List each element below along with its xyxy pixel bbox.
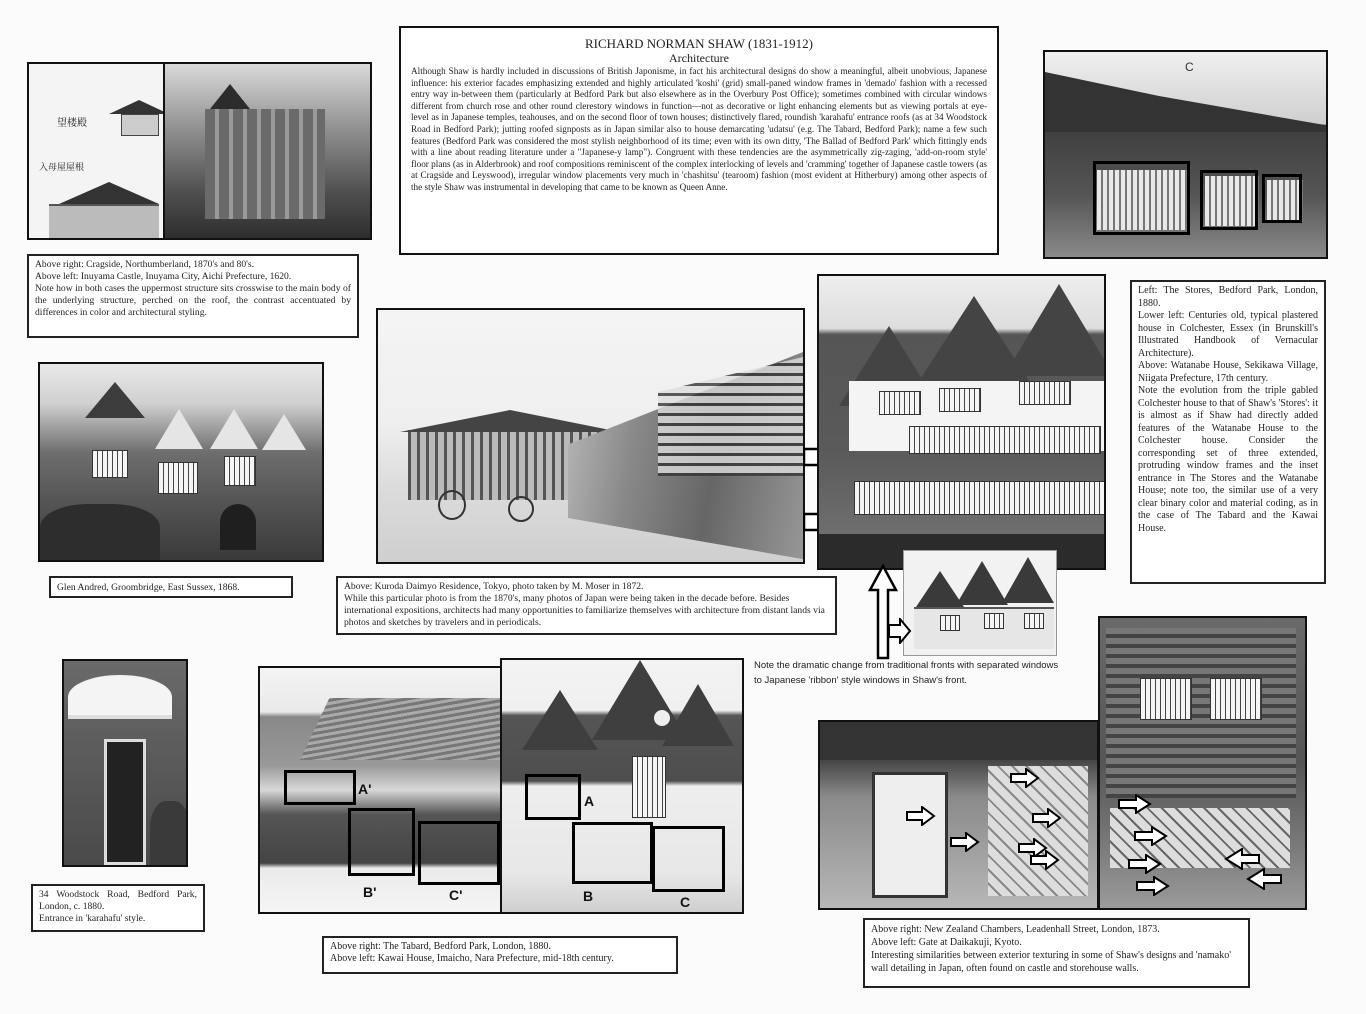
nz-caption-line1: Above right: New Zealand Chambers, Leadenhall Street, London, 1873. [871, 924, 1160, 935]
stores-caption-line2: Lower left: Centuries old, typical plastered house in Colchester, Essex (in Brunskill's Illustrated Handbook of Vernacular Architecture). [1138, 310, 1318, 359]
detail-arrow-icon [1134, 826, 1168, 851]
window-highlight [1262, 174, 1302, 223]
window-highlight [1093, 161, 1190, 235]
cragside-caption-line3: Note how in both cases the uppermost structure sits crosswise to the main body of the underlying structure, perched on the roof, the contrast accentuated by differences in color and architectural styling. [35, 283, 351, 318]
the-stores-caption [1130, 280, 1326, 584]
highlight-b [572, 822, 653, 884]
detail-arrow-icon [1032, 808, 1062, 833]
tabard-caption-line1: Above right: The Tabard, Bedford Park, London, 1880. [330, 941, 551, 952]
watanabe-label: C [1185, 60, 1194, 74]
page-title: RICHARD NORMAN SHAW (1831-1912) [584, 36, 814, 51]
highlight-c-prime [418, 821, 500, 885]
stores-caption-line4: Note the evolution from the triple gabled Colchester house to that of Shaw's 'Stores': it is almost as if Shaw had directly added features of the Watanabe House to the Colchester house. Consider the corresponding set of three extended, protruding window frames and the inset entrance in The Stores and the Watanabe House; note too, the similar use of a very clear binary color and material coding, as in the case of The Tabard and the Kawai House. [1138, 385, 1318, 534]
detail-arrow-icon [950, 832, 980, 857]
label-b-prime: B' [363, 884, 377, 900]
comparison-arrow-icon [888, 618, 912, 649]
woodstock-road-photo [62, 659, 188, 867]
glen-andred-photo [38, 362, 324, 562]
page-subtitle: Architecture [669, 51, 729, 65]
cragside-caption [27, 254, 359, 338]
colchester-house-photo [903, 550, 1057, 656]
detail-arrow-icon [1136, 876, 1170, 901]
detail-arrow-icon [1118, 794, 1152, 819]
kuroda-caption [336, 576, 837, 635]
stores-caption-line3: Above: Watanabe House, Sekikawa Village, Niigata Prefecture, 17th century. [1138, 360, 1318, 384]
main-text-box [399, 26, 999, 255]
woodstock-road-caption [31, 884, 205, 932]
label-c-prime: C' [449, 887, 463, 903]
cragside-photo [163, 62, 372, 240]
glen-andred-caption-text: Glen Andred, Groombridge, East Sussex, 1868. [57, 582, 240, 593]
detail-arrow-icon [906, 806, 936, 831]
highlight-a-prime [284, 770, 356, 805]
kuroda-residence-photo [376, 308, 805, 564]
stores-caption-line1: Left: The Stores, Bedford Park, London, 1880. [1138, 285, 1318, 309]
cragside-caption-line1: Above right: Cragside, Northumberland, 1870's and 80's. [35, 259, 255, 270]
detail-arrow-icon [1030, 850, 1060, 875]
window-highlight [1200, 170, 1258, 230]
the-stores-photo [817, 274, 1106, 570]
inuyama-castle-photo [27, 62, 165, 240]
woodstock-caption-line2: Entrance in 'karahafu' style. [39, 913, 146, 924]
up-arrow-icon [868, 564, 898, 665]
woodstock-caption-line1: 34 Woodstock Road, Bedford Park, London, c. 1880. [39, 889, 197, 912]
tabard-caption-line2: Above left: Kawai House, Imaicho, Nara Prefecture, mid-18th century. [330, 953, 614, 964]
label-a: A [584, 793, 595, 809]
highlight-a [525, 774, 581, 820]
cragside-caption-line2: Above left: Inuyama Castle, Inuyama City, Aichi Prefecture, 1620. [35, 271, 292, 282]
label-a-prime: A' [358, 781, 372, 797]
label-b: B [583, 888, 594, 904]
tabard-caption [322, 936, 678, 974]
nz-caption-line3: Interesting similarities between exterior texturing in some of Shaw's designs and 'namako' wall detailing in Japan, often found on castle and storehouse walls. [871, 950, 1232, 974]
new-zealand-chambers-caption [863, 918, 1250, 988]
detail-arrow-icon [1246, 868, 1282, 895]
detail-arrow-icon [1010, 768, 1040, 793]
nz-caption-line2: Above left: Gate at Daikakuji, Kyoto. [871, 937, 1022, 948]
castle-bottom-label: 入母屋屋根 [39, 163, 85, 173]
label-c: C [680, 894, 691, 910]
glen-andred-caption [49, 576, 293, 598]
kuroda-caption-line2: While this particular photo is from the 1870's, many photos of Japan were being taken in the decade before. Besides international expositions, architects had many opportunities to familiarize themselves with architecture from distant lands via photos and sketches by travelers and in periodicals. [344, 593, 825, 628]
highlight-b-prime [348, 808, 415, 876]
intro-paragraph: Although Shaw is hardly included in discussions of British Japonisme, in fact his architectural designs do show a meaningful, albeit unobvious, Japanese influence: his exterior facades emphasizing extended and highly articulated 'koshi' (grid) small-paned window frames in 'demado' fashion with a recessed entry way in-between them (particularly at Bedford Park but also elsewhere as in the Overbury Post Office); sometimes combined with circular windows different from church rose and other round clerestory windows in function—not as decorative or light enhancing elements but as viewing portals at eye-level as in Japanese temples, teahouses, and on the second floor of town houses; distinctively flared, roundish 'karahafu' entrance roofs (as at 34 Woodstock Road in Bedford Park); jutting roofed signposts as in Japan similar also to house demarcating 'udatsu' (e.g. The Tabard, Bedford Park); name a few such features (Bedford Park was considered the most stylish neighborhood of its time; even with its own ditty, 'The Ballad of Bedford Park' which fittingly ends with a line about reading literature under a "Japanese-y lamp"). Congruent with these tendencies are the asymmetrically zig-zaging, 'add-on-room style' floor plans (as in Alderbrook) and roof compositions reminiscent of the complex interlocking of levels and 'cramming' together of Japanese castle towers (as at Cragside and Leyswood), irregular window placements very much in 'chashitsu' (tearoom) fashion (most evident at Hitherbury) among other aspects of the style Shaw was instrumental in developing that came to be known as Queen Anne. [411, 66, 987, 192]
kuroda-caption-line1: Above: Kuroda Daimyo Residence, Tokyo, photo taken by M. Moser in 1872. [344, 581, 644, 592]
highlight-c [652, 826, 725, 892]
ribbon-windows-note: Note the dramatic change from traditional fronts with separated windows to Japanese 'ribbon' style windows in Shaw's front. [754, 660, 1059, 686]
castle-top-label: 望楼殿 [57, 118, 87, 129]
